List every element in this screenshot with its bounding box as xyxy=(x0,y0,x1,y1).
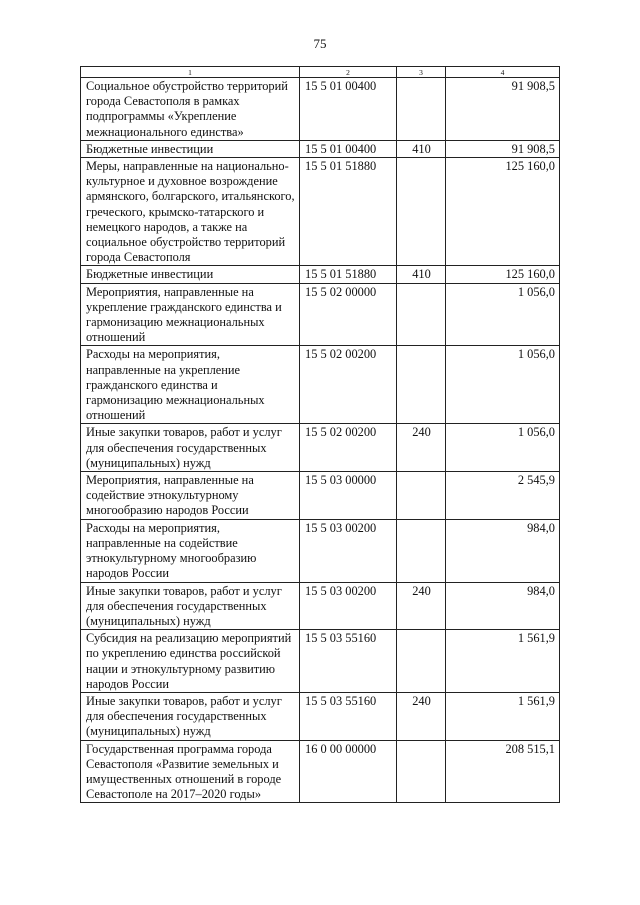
row-code-cell: 15 5 03 00200 xyxy=(300,582,397,630)
row-amount-cell: 125 160,0 xyxy=(446,158,560,266)
row-name-cell: Бюджетные инвестиции xyxy=(81,266,300,283)
column-header-amount: 4 xyxy=(446,67,560,78)
table-row xyxy=(81,582,560,630)
row-code-cell: 15 5 01 51880 xyxy=(300,266,397,283)
row-name-cell: Социальное обустройство территорий города Севастополя в рамках подпрограммы «Укрепление межнационального единства» xyxy=(81,78,300,141)
row-name-cell: Бюджетные инвестиции xyxy=(81,140,300,157)
row-name-cell: Государственная программа города Севастополя «Развитие земельных и имущественных отношений в городе Севастополе на 2017–2020 годы» xyxy=(81,740,300,803)
row-name-cell: Расходы на мероприятия, направленные на содействие этнокультурному многообразию народов России xyxy=(81,519,300,582)
column-header-type: 3 xyxy=(397,67,446,78)
row-code-cell: 15 5 03 00000 xyxy=(300,472,397,520)
row-amount-cell: 91 908,5 xyxy=(446,140,560,157)
table-row xyxy=(81,140,560,157)
row-type-cell xyxy=(397,519,446,582)
row-name-cell: Иные закупки товаров, работ и услуг для обеспечения государственных (муниципальных) нужд xyxy=(81,424,300,472)
table-row xyxy=(81,78,560,141)
budget-table xyxy=(80,66,560,803)
row-amount-cell: 2 545,9 xyxy=(446,472,560,520)
row-code-cell: 15 5 01 00400 xyxy=(300,78,397,141)
row-type-cell xyxy=(397,346,446,424)
row-amount-cell: 125 160,0 xyxy=(446,266,560,283)
row-type-cell: 240 xyxy=(397,692,446,740)
row-type-cell: 410 xyxy=(397,266,446,283)
row-code-cell: 15 5 01 00400 xyxy=(300,140,397,157)
row-name-cell: Иные закупки товаров, работ и услуг для обеспечения государственных (муниципальных) нужд xyxy=(81,582,300,630)
row-type-cell xyxy=(397,283,446,346)
row-code-cell: 15 5 01 51880 xyxy=(300,158,397,266)
row-type-cell xyxy=(397,740,446,803)
column-header-name: 1 xyxy=(81,67,300,78)
row-code-cell: 15 5 02 00200 xyxy=(300,424,397,472)
row-name-cell: Расходы на мероприятия, направленные на укрепление гражданского единства и гармонизацию межнациональных отношений xyxy=(81,346,300,424)
table-row xyxy=(81,266,560,283)
row-amount-cell: 1 561,9 xyxy=(446,630,560,693)
row-amount-cell: 1 056,0 xyxy=(446,283,560,346)
row-name-cell: Иные закупки товаров, работ и услуг для обеспечения государственных (муниципальных) нужд xyxy=(81,692,300,740)
table-row xyxy=(81,740,560,803)
row-name-cell: Мероприятия, направленные на укрепление гражданского единства и гармонизацию межнациональных отношений xyxy=(81,283,300,346)
row-amount-cell: 91 908,5 xyxy=(446,78,560,141)
row-name-cell: Субсидия на реализацию мероприятий по укреплению единства российской нации и этнокультурному развитию народов России xyxy=(81,630,300,693)
row-code-cell: 16 0 00 00000 xyxy=(300,740,397,803)
row-code-cell: 15 5 03 55160 xyxy=(300,692,397,740)
row-amount-cell: 1 561,9 xyxy=(446,692,560,740)
row-code-cell: 15 5 02 00000 xyxy=(300,283,397,346)
row-amount-cell: 208 515,1 xyxy=(446,740,560,803)
row-type-cell: 410 xyxy=(397,140,446,157)
row-name-cell: Меры, направленные на национально-культурное и духовное возрождение армянского, болгарского, итальянского, греческого, крымско-татарского и немецкого народов, а также на социальное обустройство территорий города Севастополя xyxy=(81,158,300,266)
table-row xyxy=(81,283,560,346)
row-type-cell xyxy=(397,630,446,693)
row-amount-cell: 1 056,0 xyxy=(446,346,560,424)
row-type-cell: 240 xyxy=(397,582,446,630)
table-header xyxy=(81,67,560,78)
row-code-cell: 15 5 03 55160 xyxy=(300,630,397,693)
table-row xyxy=(81,519,560,582)
row-type-cell xyxy=(397,158,446,266)
row-amount-cell: 1 056,0 xyxy=(446,424,560,472)
table-row xyxy=(81,346,560,424)
row-code-cell: 15 5 02 00200 xyxy=(300,346,397,424)
row-type-cell: 240 xyxy=(397,424,446,472)
table-row xyxy=(81,158,560,266)
header-row xyxy=(81,67,560,78)
row-type-cell xyxy=(397,472,446,520)
row-amount-cell: 984,0 xyxy=(446,519,560,582)
row-amount-cell: 984,0 xyxy=(446,582,560,630)
page-number: 75 xyxy=(313,36,327,51)
row-name-cell: Мероприятия, направленные на содействие этнокультурному многообразию народов России xyxy=(81,472,300,520)
column-header-code: 2 xyxy=(300,67,397,78)
table-row xyxy=(81,692,560,740)
table-row xyxy=(81,630,560,693)
table-row xyxy=(81,424,560,472)
row-code-cell: 15 5 03 00200 xyxy=(300,519,397,582)
table-row xyxy=(81,472,560,520)
row-type-cell xyxy=(397,78,446,141)
table-body xyxy=(81,78,560,803)
